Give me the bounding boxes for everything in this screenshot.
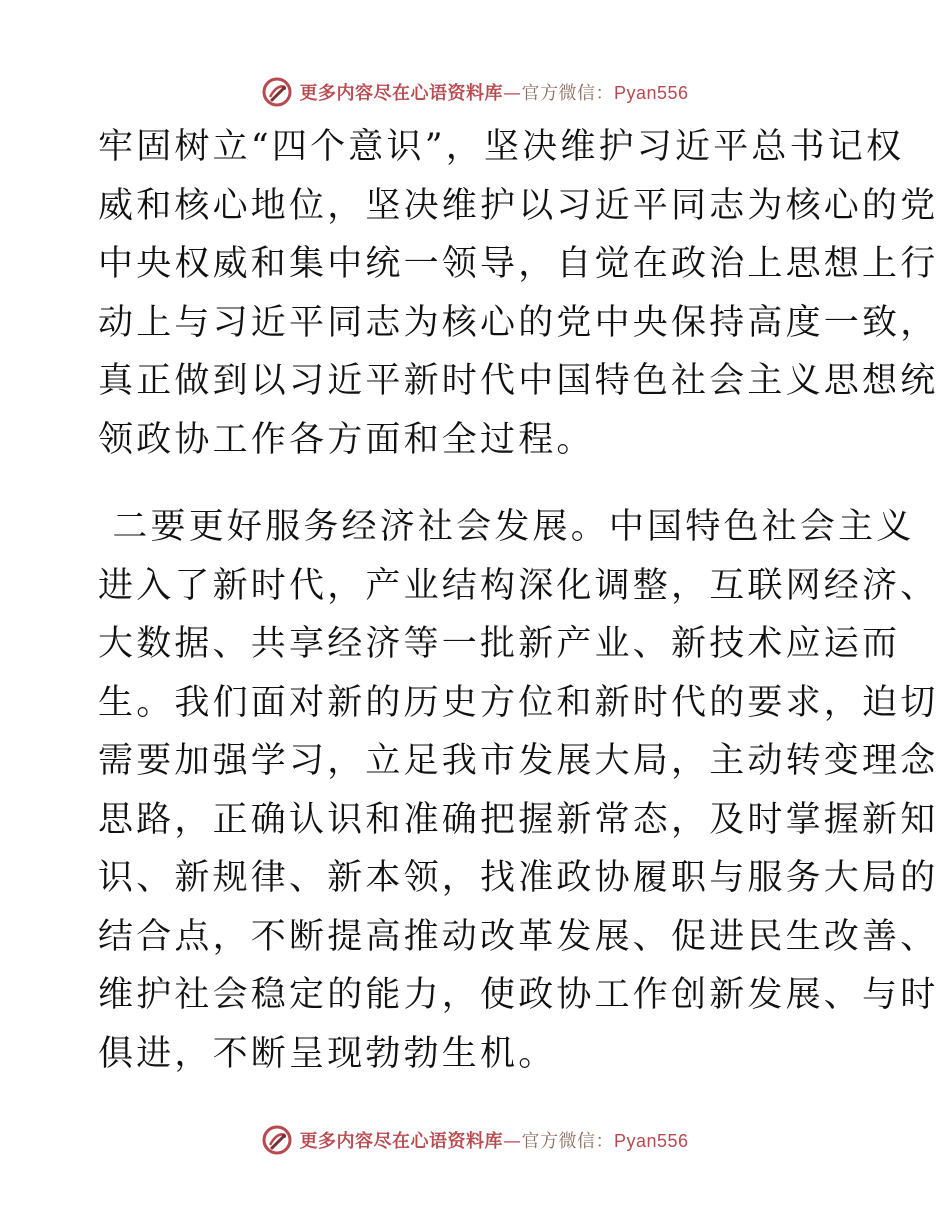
watermark-logo-icon (261, 76, 293, 108)
text-line: 中央权威和集中统一领导，自觉在政治上思想上行 (98, 244, 939, 284)
text-line: 进入了新时代，产业结构深化调整，互联网经济、 (98, 565, 939, 606)
watermark-text (299, 79, 688, 105)
text-line: 维护社会稳定的能力，使政协工作创新发展、与时 (98, 975, 939, 1015)
watermark-wechat-label: 官方微信： (521, 83, 614, 104)
text-line: 牢固树立“四个意识”，坚决维护习近平总书记权 (98, 127, 905, 167)
text-line: 俱进，不断呈现勃勃生机。 (98, 1033, 557, 1074)
footer-watermark (0, 1120, 950, 1160)
text-line: 生。我们面对新的历史方位和新时代的要求，迫切 (98, 682, 939, 723)
text-line: 结合点，不断提高推动改革发展、促进民生改善、 (98, 916, 939, 957)
watermark-handle: Pyan556 (613, 1131, 689, 1151)
watermark-brand: 更多内容尽在心语资料库 (299, 1131, 503, 1152)
watermark-handle: Pyan556 (613, 83, 689, 103)
text-line: 大数据、共享经济等一批新产业、新技术应运而 (98, 624, 901, 664)
text-line: 二要更好服务经济社会发展。中国特色社会主义 (98, 507, 915, 547)
watermark-brand: 更多内容尽在心语资料库 (299, 83, 503, 104)
header-watermark (0, 72, 950, 112)
watermark-text (299, 1127, 688, 1153)
text-line: 领政协工作各方面和全过程。 (98, 419, 595, 460)
watermark-logo-icon (261, 1124, 293, 1156)
watermark-dash: — (502, 83, 522, 104)
watermark-wechat-label: 官方微信： (521, 1131, 614, 1152)
text-line: 识、新规律、新本领，找准政协履职与服务大局的 (98, 858, 939, 898)
text-line: 动上与习近平同志为核心的党中央保持高度一致， (98, 302, 939, 343)
text-line: 需要加强学习，立足我市发展大局，主动转变理念 (98, 741, 939, 781)
paragraph-1 (98, 118, 939, 469)
text-line: 真正做到以习近平新时代中国特色社会主义思想统 (98, 361, 939, 401)
watermark-dash: — (502, 1131, 522, 1152)
document-body (98, 118, 939, 1083)
text-line: 思路，正确认识和准确把握新常态，及时掌握新知 (98, 799, 939, 840)
text-line: 威和核心地位，坚决维护以习近平同志为核心的党 (98, 185, 939, 226)
paragraph-2 (98, 498, 939, 1083)
